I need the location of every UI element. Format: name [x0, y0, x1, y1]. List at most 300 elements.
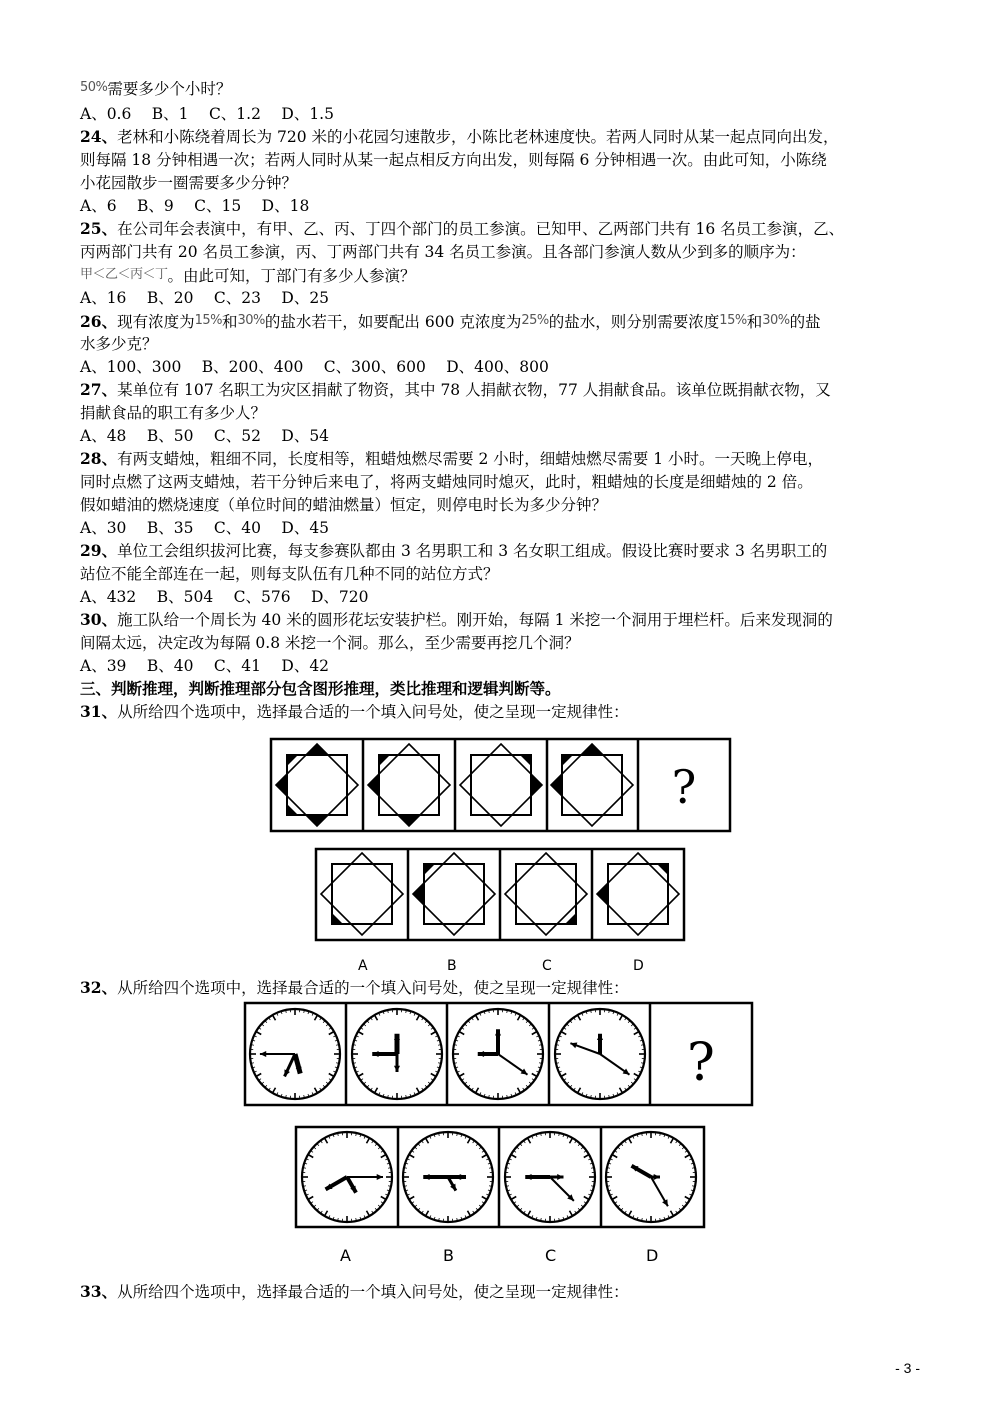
text-line	[80, 518, 329, 538]
q32-options-frame	[296, 1127, 704, 1227]
clock-tick	[329, 1136, 330, 1139]
clock-tick	[476, 1144, 478, 1146]
clock-tick	[567, 1024, 569, 1026]
formula-image-text: 15%	[719, 313, 747, 328]
black-corner	[597, 883, 608, 905]
hand-arrowhead	[662, 1199, 668, 1206]
clock-tick	[689, 1159, 692, 1160]
hand-arrowhead	[495, 1029, 501, 1035]
clock-tick	[660, 1133, 661, 1136]
clock-tick	[484, 1011, 485, 1014]
clock-tick	[574, 1018, 576, 1020]
clock-tick	[404, 1168, 407, 1169]
clock-tick	[664, 1134, 665, 1137]
clock-tick	[455, 1067, 458, 1068]
clock-tick	[325, 1138, 328, 1143]
black-corner	[287, 755, 298, 766]
q31-options-frame	[316, 849, 684, 940]
clock-tick	[615, 1202, 617, 1204]
clock-tick	[631, 1082, 633, 1084]
clock-tick	[326, 1082, 328, 1084]
clock-tick	[311, 1202, 313, 1204]
clock-tick	[320, 1018, 322, 1020]
clock-tick	[317, 1208, 319, 1210]
clock-tick	[685, 1155, 690, 1158]
clock-tick	[425, 1021, 427, 1023]
clock-hand	[347, 1177, 356, 1193]
hand-arrowhead	[525, 1174, 531, 1180]
black-corner	[562, 755, 573, 766]
clock-face	[453, 1009, 543, 1099]
clock-tick	[559, 1218, 560, 1221]
clock-tick	[612, 1155, 617, 1158]
clock-tick	[251, 1045, 254, 1046]
text-segment: 需要多少个小时？	[107, 80, 232, 98]
clock-tick	[414, 1013, 415, 1016]
clock-tick	[404, 1186, 407, 1187]
clock-tick	[629, 1138, 632, 1143]
clock-tick	[286, 1010, 287, 1013]
clock-tick	[620, 1088, 623, 1093]
clock-tick	[682, 1147, 684, 1149]
clock-tick	[607, 1186, 610, 1187]
clock-tick	[591, 1095, 592, 1098]
clock-tick	[607, 1168, 610, 1169]
clock-tick	[265, 1021, 267, 1023]
text-line	[80, 104, 334, 124]
clock-tick	[567, 1215, 568, 1218]
clock-tick	[570, 1021, 572, 1023]
clock-tick	[315, 1088, 318, 1093]
clock-tick	[692, 1186, 695, 1187]
clock-tick	[312, 1092, 313, 1095]
clock-tick	[638, 1036, 641, 1037]
clock-tick	[367, 1085, 369, 1087]
clock-tick	[564, 1079, 566, 1081]
clock-tick	[524, 1211, 526, 1213]
clock-tick	[422, 1018, 424, 1020]
clock-tick	[691, 1190, 694, 1191]
clock-tick	[361, 1079, 363, 1081]
clock-face	[505, 1132, 595, 1222]
text-segment: 老林和小陈绕着周长为 720 米的小花园匀速散步，小陈比老林速度快。若两人同时从某一起点同向出发，	[117, 128, 839, 146]
q32-number: 32、	[80, 978, 118, 997]
clock-tick	[486, 1159, 489, 1160]
diamond-shape	[321, 853, 403, 935]
clock-tick	[567, 1082, 569, 1084]
clock-tick	[273, 1088, 276, 1093]
clock-tick	[428, 1082, 430, 1084]
clock-tick	[465, 1136, 466, 1139]
clock-tick	[360, 1134, 361, 1137]
clock-tick	[564, 1028, 566, 1030]
clock-tick	[335, 1067, 338, 1068]
clock-tick	[439, 1218, 440, 1221]
clock-tick	[613, 1094, 614, 1097]
formula-image-text: 甲＜乙＜丙＜丁	[80, 267, 168, 282]
clock-tick	[608, 1163, 611, 1164]
clock-tick	[252, 1040, 255, 1041]
hand-arrowhead	[372, 1051, 378, 1057]
clock-tick	[637, 1134, 638, 1137]
clock-tick	[329, 1215, 330, 1218]
clock-tick	[590, 1163, 593, 1164]
clock-tick	[532, 1032, 537, 1035]
clock-tick	[354, 1040, 357, 1041]
clock-tick	[269, 1088, 271, 1090]
clock-tick	[482, 1202, 484, 1204]
clock-tick	[383, 1011, 384, 1014]
q32-option-d-label: D	[646, 1246, 659, 1265]
clock-tick	[409, 1155, 414, 1158]
hand-arrowhead	[623, 1069, 630, 1075]
black-corner	[413, 883, 424, 905]
text-segment: 和	[746, 313, 763, 331]
clock-tick	[329, 1028, 331, 1030]
clock-tick	[406, 1095, 407, 1098]
question-mark: ?	[671, 760, 697, 814]
clock-tick	[410, 1011, 411, 1014]
clock-tick	[437, 1067, 440, 1068]
clock-tick	[356, 1036, 359, 1037]
clock-tick	[476, 1208, 478, 1210]
clock-tick	[570, 1138, 573, 1143]
clock-tick	[536, 1036, 539, 1037]
hand-arrowhead	[478, 1051, 484, 1057]
clock-tick	[338, 1218, 339, 1221]
clock-tick	[567, 1136, 568, 1139]
clock-tick	[333, 1071, 336, 1072]
clock-tick	[364, 1082, 366, 1084]
clock-tick	[333, 1134, 334, 1137]
clock-tick	[590, 1190, 593, 1191]
clock-tick	[634, 1028, 636, 1030]
clock-tick	[422, 1141, 424, 1143]
text-line	[80, 679, 561, 699]
clock-tick	[570, 1085, 572, 1087]
text-segment: 25、	[80, 219, 118, 238]
text-line	[80, 541, 827, 561]
clock-tick	[361, 1028, 363, 1030]
clock-tick	[642, 1133, 643, 1136]
text-line	[80, 380, 831, 400]
clock-tick	[323, 1085, 325, 1087]
clock-tick	[422, 1211, 424, 1213]
clock-tick	[520, 1208, 522, 1210]
clock-tick	[335, 1040, 338, 1041]
clock-tick	[375, 1015, 378, 1020]
clock-tick	[385, 1194, 388, 1195]
clock-hand	[295, 1054, 300, 1074]
clock-tick	[538, 1067, 541, 1068]
black-corner	[379, 755, 390, 766]
diamond-shape	[413, 853, 495, 935]
text-segment: 捐献食品的职工有多少人？	[80, 404, 267, 422]
clock-tick	[462, 1028, 464, 1030]
clock-tick	[532, 1136, 533, 1139]
clock-tick	[417, 1015, 420, 1020]
clock-tick	[387, 1163, 390, 1164]
clock-tick	[326, 1024, 328, 1026]
clock-tick	[329, 1079, 331, 1081]
clock-tick	[321, 1141, 323, 1143]
text-segment: 的盐水若干，如要配出 600 克浓度为	[264, 313, 522, 331]
q33-title-text: 从所给四个选项中，选择最合适的一个填入问号处，使之呈现一定规律性：	[117, 1283, 629, 1301]
clock-tick	[532, 1215, 533, 1218]
text-line	[80, 495, 607, 515]
text-segment: 水多少克？	[80, 335, 158, 353]
text-segment: 丙两部门共有 20 名员工参演，丙、丁两部门共有 34 名员工参演。且各部门参演人数从少到多的顺序为：	[80, 243, 806, 261]
text-line	[80, 472, 813, 492]
clock-tick	[476, 1088, 479, 1093]
clock-tick	[414, 1092, 415, 1095]
clock-hand	[600, 1054, 629, 1075]
text-segment: 29、	[80, 541, 118, 560]
clock-tick	[539, 1063, 542, 1064]
clock-tick	[476, 1015, 479, 1020]
formula-image-text: 30%	[237, 313, 265, 328]
text-segment: 小花园散步一圈需要多少分钟？	[80, 174, 298, 192]
text-segment: 某单位有 107 名职工为灾区捐献了物资，其中 78 人捐献衣物，77 人捐献食品。该单位既捐献衣物，又	[117, 381, 831, 399]
square-shape	[516, 864, 576, 924]
text-segment: A、39 B、40 C、41 D、42	[80, 657, 330, 675]
clock-tick	[379, 1092, 380, 1095]
text-segment: A、0.6 B、1 C、1.2 D、1.5	[80, 105, 334, 123]
clock-tick	[407, 1159, 410, 1160]
clock-tick	[578, 1208, 580, 1210]
clock-tick	[459, 1032, 464, 1035]
clock-tick	[488, 1163, 491, 1164]
clock-tick	[329, 1074, 334, 1077]
clock-tick	[541, 1133, 542, 1136]
clock-tick	[256, 1074, 261, 1077]
clock-hand	[550, 1177, 574, 1201]
clock-tick	[507, 1095, 508, 1098]
clock-tick	[435, 1071, 438, 1072]
black-corner	[520, 755, 531, 766]
clock-tick	[407, 1194, 410, 1195]
clock-tick	[609, 1010, 610, 1013]
clock-tick	[356, 1133, 357, 1136]
clock-tick	[618, 1147, 620, 1149]
clock-hand	[326, 1177, 347, 1189]
clock-tick	[520, 1144, 522, 1146]
clock-tick	[472, 1018, 474, 1020]
clock-tick	[621, 1208, 623, 1210]
clock-tick	[488, 1190, 491, 1191]
clock-tick	[518, 1088, 521, 1093]
clock-tick	[691, 1163, 694, 1164]
black-corner	[551, 774, 562, 796]
hand-arrowhead	[654, 1174, 660, 1180]
hand-arrowhead	[570, 1043, 577, 1049]
clock-tick	[315, 1015, 318, 1020]
clock-tick	[459, 1074, 464, 1077]
clock-tick	[254, 1071, 257, 1072]
clock-tick	[628, 1021, 630, 1023]
clock-tick	[418, 1144, 420, 1146]
black-corner	[368, 774, 379, 796]
clock-tick	[617, 1092, 618, 1095]
clock-tick	[308, 1155, 313, 1158]
hand-arrowhead	[284, 1069, 290, 1076]
clock-tick	[356, 1071, 359, 1072]
clock-tick	[409, 1197, 414, 1200]
clock-tick	[438, 1063, 441, 1064]
clock-tick	[625, 1211, 627, 1213]
clock-tick	[431, 1028, 433, 1030]
clock-tick	[317, 1144, 319, 1146]
clock-tick	[259, 1079, 261, 1081]
q31-option-c-label: C	[542, 958, 552, 974]
clock-tick	[584, 1202, 586, 1204]
clock-tick	[532, 1074, 537, 1077]
clock-tick	[262, 1082, 264, 1084]
hand-arrowhead	[394, 1034, 400, 1040]
clock-tick	[514, 1151, 516, 1153]
clock-tick	[561, 1032, 566, 1035]
clock-tick	[461, 1134, 462, 1137]
clock-tick	[262, 1024, 264, 1026]
text-line	[80, 357, 549, 377]
clock-tick	[634, 1074, 639, 1077]
clock-tick	[676, 1211, 678, 1213]
clock-tick	[367, 1138, 370, 1143]
clock-tick	[367, 1021, 369, 1023]
text-segment: 假如蜡油的燃烧速度（单位时间的蜡油燃量）恒定，则停电时长为多少分钟？	[80, 496, 608, 514]
clock-tick	[563, 1134, 564, 1137]
clock-tick	[415, 1205, 417, 1207]
clock-tick	[387, 1190, 390, 1191]
clock-tick	[479, 1205, 481, 1207]
text-segment: A、16 B、20 C、23 D、25	[80, 289, 330, 307]
clock-tick	[329, 1032, 334, 1035]
clock-tick	[482, 1155, 487, 1158]
hand-arrowhead	[423, 1174, 429, 1180]
text-segment: A、6 B、9 C、15 D、18	[80, 197, 310, 215]
clock-tick	[338, 1133, 339, 1136]
clock-hand	[570, 1043, 600, 1054]
clock-face	[302, 1132, 392, 1222]
clock-tick	[575, 1141, 577, 1143]
clock-tick	[523, 1018, 525, 1020]
diamond-shape	[276, 744, 358, 826]
clock-tick	[486, 1194, 489, 1195]
clock-hand	[632, 1166, 651, 1177]
clock-tick	[426, 1138, 429, 1143]
clock-tick	[438, 1045, 441, 1046]
clock-tick	[308, 1011, 309, 1014]
clock-tick	[372, 1141, 374, 1143]
clock-tick	[457, 1133, 458, 1136]
clock-tick	[517, 1205, 519, 1207]
q32-title-text: 从所给四个选项中，选择最合适的一个填入问号处，使之呈现一定规律性：	[117, 979, 629, 997]
black-corner	[581, 744, 603, 755]
clock-tick	[640, 1067, 643, 1068]
clock-tick	[437, 1040, 440, 1041]
clock-tick	[610, 1194, 613, 1195]
clock-tick	[415, 1147, 417, 1149]
clock-tick	[381, 1151, 383, 1153]
clock-tick	[506, 1186, 509, 1187]
clock-tick	[353, 1063, 356, 1064]
q33-number: 33、	[80, 1282, 118, 1301]
clock-tick	[465, 1082, 467, 1084]
text-segment: A、48 B、50 C、52 D、54	[80, 427, 330, 445]
clock-face	[250, 1009, 340, 1099]
q32-option-a-label: A	[340, 1246, 351, 1265]
text-line	[80, 311, 821, 332]
black-corner	[398, 815, 420, 826]
square-shape	[287, 755, 347, 815]
black-corner	[657, 864, 668, 875]
clock-tick	[454, 1063, 457, 1064]
hand-arrowhead	[557, 1174, 563, 1180]
clock-tick	[524, 1141, 526, 1143]
black-corner	[565, 913, 576, 924]
clock-tick	[489, 1168, 492, 1169]
clock-tick	[379, 1013, 380, 1016]
text-line	[80, 219, 844, 239]
clock-tick	[517, 1147, 519, 1149]
clock-tick	[664, 1217, 665, 1220]
text-segment: 30、	[80, 610, 118, 629]
text-line	[80, 587, 369, 607]
clock-tick	[304, 1010, 305, 1013]
clock-tick	[625, 1141, 627, 1143]
clock-tick	[430, 1136, 431, 1139]
clock-tick	[559, 1133, 560, 1136]
q33-title	[80, 1282, 629, 1302]
square-shape	[471, 755, 531, 815]
clock-tick	[367, 1211, 370, 1216]
clock-tick	[668, 1215, 669, 1218]
clock-tick	[304, 1095, 305, 1098]
text-segment: 有两支蜡烛，粗细不同，长度相等，粗蜡烛燃尽需要 2 小时，细蜡烛燃尽需要 1 小时。一天晚上停电，	[117, 450, 824, 468]
clock-tick	[618, 1205, 620, 1207]
clock-tick	[682, 1205, 684, 1207]
hand-arrowhead	[460, 1174, 466, 1180]
clock-tick	[431, 1074, 436, 1077]
clock-tick	[676, 1141, 678, 1143]
clock-tick	[273, 1015, 276, 1020]
clock-tick	[354, 1067, 357, 1068]
clock-tick	[588, 1159, 591, 1160]
hand-arrowhead	[394, 1066, 400, 1072]
clock-tick	[591, 1168, 594, 1169]
clock-tick	[306, 1194, 309, 1195]
page-number: - 3 -	[895, 1360, 920, 1376]
q32-option-b-label: B	[443, 1246, 454, 1265]
black-corner	[276, 774, 287, 796]
clock-tick	[507, 1190, 510, 1191]
clock-tick	[406, 1010, 407, 1013]
clock-tick	[582, 1013, 583, 1016]
diamond-shape	[368, 744, 450, 826]
clock-tick	[364, 1215, 365, 1218]
clock-tick	[256, 1032, 261, 1035]
clock-tick	[455, 1040, 458, 1041]
clock-tick	[353, 1045, 356, 1046]
clock-tick	[511, 1155, 516, 1158]
clock-tick	[304, 1163, 307, 1164]
clock-tick	[431, 1079, 433, 1081]
hand-arrowhead	[632, 1166, 639, 1172]
clock-tick	[375, 1088, 378, 1093]
clock-tick	[281, 1011, 282, 1014]
clock-tick	[465, 1024, 467, 1026]
clock-tick	[634, 1032, 639, 1035]
